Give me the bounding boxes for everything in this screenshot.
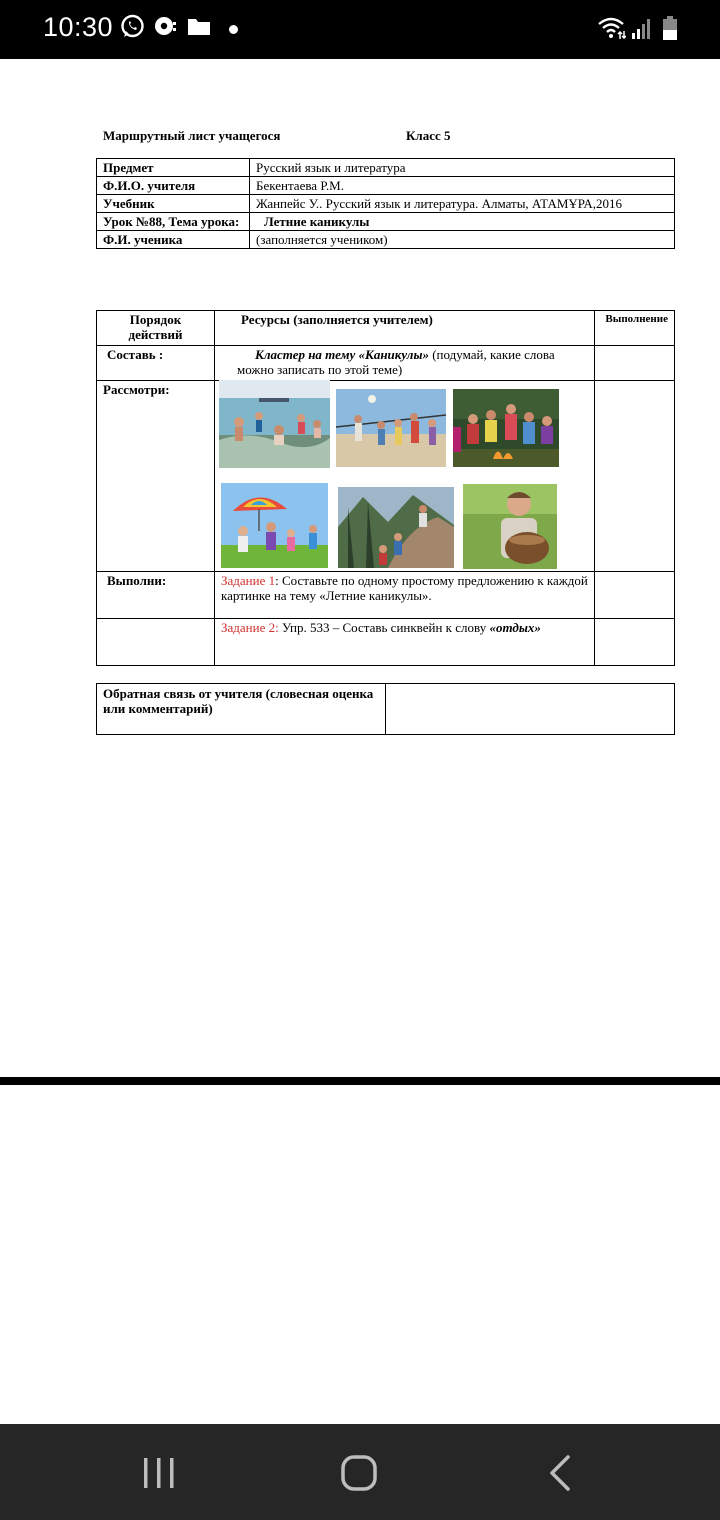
info-key: Ф.И. ученика <box>97 231 250 249</box>
recent-apps-icon[interactable] <box>142 1456 176 1490</box>
table-row <box>97 177 675 195</box>
table-row <box>97 572 675 619</box>
photo-beach-swimming <box>219 380 330 468</box>
class-label: Класс 5 <box>406 128 451 143</box>
chat-icon <box>153 14 178 39</box>
signal-icon <box>630 18 652 40</box>
folder-icon <box>187 14 211 38</box>
task-1-cell <box>215 572 595 619</box>
info-value: Русский язык и литература <box>250 159 675 177</box>
navigation-bar <box>0 1424 720 1520</box>
done-cell[interactable] <box>595 619 675 666</box>
notification-dot-icon <box>229 25 238 34</box>
table-header-row <box>97 311 675 346</box>
done-cell[interactable] <box>595 572 675 619</box>
cluster-topic: Кластер на тему «Каникулы» <box>255 347 429 362</box>
info-value: (заполняется учеником) <box>250 231 675 249</box>
status-bar <box>0 0 720 59</box>
info-table <box>96 158 675 249</box>
column-header-resources: Ресурсы (заполняется учителем) <box>215 311 595 346</box>
table-row <box>97 195 675 213</box>
page-divider <box>0 1077 720 1085</box>
column-header-done: Выполнение <box>595 311 675 346</box>
lesson-topic: Летние каникулы <box>250 213 675 231</box>
photo-beach-volleyball <box>336 389 446 467</box>
table-row <box>97 159 675 177</box>
table-row <box>97 213 675 231</box>
photo-campfire <box>453 389 559 467</box>
wifi-icon <box>598 16 626 40</box>
feedback-table <box>96 683 675 735</box>
action-do: Выполни: <box>97 572 215 619</box>
info-key: Ф.И.О. учителя <box>97 177 250 195</box>
task-1-label: Задание 1 <box>221 573 276 588</box>
info-value: Бекентаева Р.М. <box>250 177 675 195</box>
photo-mountain-climbing <box>338 487 454 568</box>
done-cell[interactable] <box>595 381 675 572</box>
home-icon[interactable] <box>340 1454 378 1492</box>
task-2-text: Упр. 533 – Составь синквейн к слову <box>278 620 490 635</box>
info-key: Учебник <box>97 195 250 213</box>
feedback-label: Обратная связь от учителя (словесная оценка или комментарий) <box>97 684 386 735</box>
info-key: Урок №88, Тема урока: <box>97 213 250 231</box>
status-time: 10:30 <box>43 12 114 42</box>
task-2-cell <box>215 619 595 666</box>
action-look: Рассмотри: <box>97 381 215 572</box>
task-2-label: Задание 2: <box>221 620 279 635</box>
done-cell[interactable] <box>595 346 675 381</box>
battery-icon <box>662 15 678 41</box>
action-compose: Составь : <box>97 346 215 381</box>
photo-boy-basket <box>463 484 557 569</box>
cluster-hint: (подумай, какие слова можно записать по этой теме) <box>237 347 555 377</box>
feedback-cell[interactable] <box>386 684 675 735</box>
photo-kids-umbrella <box>221 483 328 568</box>
whatsapp-icon <box>120 14 145 39</box>
info-value: Жанпейс У.. Русский язык и литература. Алматы, АТАМҰРА,2016 <box>250 195 675 213</box>
table-row <box>97 346 675 381</box>
back-icon[interactable] <box>546 1454 574 1492</box>
resource-cell <box>215 346 595 381</box>
info-key: Предмет <box>97 159 250 177</box>
table-row <box>97 619 675 666</box>
column-header-actions: Порядок действий <box>97 311 215 346</box>
document-title: Маршрутный лист учащегося <box>103 128 281 143</box>
table-row <box>97 684 675 735</box>
action-empty <box>97 619 215 666</box>
task-2-word: «отдых» <box>489 620 541 635</box>
table-row <box>97 231 675 249</box>
task-1-text: : Составьте по одному простому предложению к каждой картинке на тему «Летние каникулы». <box>221 573 588 603</box>
